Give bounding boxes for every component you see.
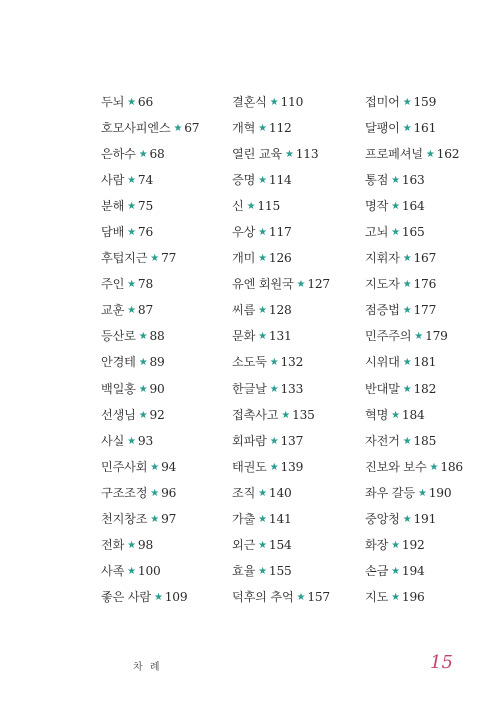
star-icon: ★ [138, 357, 148, 369]
toc-entry-page: 114 [268, 173, 292, 188]
toc-entry [232, 454, 330, 480]
toc-entry-page: 98 [137, 537, 154, 552]
toc-entry-page: 126 [268, 251, 292, 266]
toc-entry [101, 402, 199, 428]
toc-entry-page: 184 [401, 407, 425, 422]
star-icon: ★ [402, 279, 412, 291]
toc-entry [232, 167, 330, 193]
toc-entry-title: 고뇌 [365, 225, 389, 240]
toc-entry [365, 376, 463, 402]
toc-entry-page: 163 [401, 173, 425, 188]
star-icon: ★ [402, 123, 412, 135]
toc-entry-page: 74 [137, 173, 154, 188]
toc-entry-page: 181 [413, 355, 437, 370]
toc-entry-title: 개미 [232, 251, 256, 266]
star-icon: ★ [402, 97, 412, 108]
toc-entry-title: 두뇌 [101, 95, 125, 109]
toc-entry [232, 480, 330, 506]
toc-entry-title: 사족 [101, 563, 125, 578]
toc-entry-page: 75 [137, 199, 154, 214]
star-icon: ★ [138, 331, 148, 343]
toc-entry-title: 조직 [232, 485, 256, 500]
star-icon: ★ [150, 253, 160, 265]
toc-entry-page: 97 [161, 511, 177, 526]
toc-entry-title: 씨름 [232, 303, 256, 318]
toc-entry-page: 78 [137, 277, 154, 292]
toc-entry [365, 193, 463, 219]
star-icon: ★ [269, 357, 279, 369]
toc-entry-page: 185 [413, 433, 437, 448]
toc-entry [101, 323, 199, 349]
star-icon: ★ [258, 331, 267, 343]
toc-entry-title: 천지창조 [101, 511, 148, 526]
star-icon: ★ [402, 357, 412, 369]
toc-entry [365, 532, 463, 558]
toc-entry-page: 96 [161, 485, 177, 500]
star-icon: ★ [402, 305, 412, 317]
toc-entry [101, 219, 199, 245]
toc-entry [365, 558, 463, 584]
toc-entry [232, 297, 330, 323]
toc-entry [365, 480, 463, 506]
toc-entry-title: 태권도 [232, 459, 267, 474]
toc-entry [101, 428, 199, 454]
toc-entry-page: 100 [137, 563, 161, 578]
toc-entry-title: 명작 [365, 199, 389, 214]
star-icon: ★ [391, 175, 400, 187]
toc-entry [232, 193, 330, 219]
toc-entry [232, 89, 330, 115]
star-icon: ★ [127, 175, 136, 187]
toc-entry-title: 개혁 [232, 121, 256, 136]
toc-entry-page: 110 [280, 95, 304, 109]
star-icon: ★ [296, 591, 306, 603]
toc-entry [101, 349, 199, 375]
star-icon: ★ [258, 175, 267, 187]
toc-entry-title: 지휘자 [365, 251, 400, 266]
toc-entry [101, 532, 199, 558]
star-icon: ★ [258, 305, 267, 317]
toc-entry-page: 137 [280, 433, 304, 448]
toc-entry-title: 좋은 사람 [101, 589, 151, 604]
toc-entry [232, 115, 330, 141]
toc-entry [232, 584, 330, 610]
star-icon: ★ [402, 435, 412, 447]
star-icon: ★ [258, 487, 267, 499]
toc-entry [365, 89, 463, 115]
toc-entry-page: 88 [149, 329, 165, 344]
toc-entry [365, 506, 463, 532]
toc-entry [232, 219, 330, 245]
toc-entry-page: 179 [425, 329, 448, 344]
toc-entry-page: 90 [149, 381, 165, 396]
star-icon: ★ [127, 565, 136, 577]
star-icon: ★ [391, 591, 400, 603]
star-icon: ★ [281, 409, 291, 421]
toc-entry-title: 구조조정 [101, 485, 148, 500]
toc-entry-page: 113 [295, 147, 319, 162]
toc-entry-title: 신 [232, 199, 244, 214]
toc-entry-title: 안경테 [101, 355, 136, 370]
toc-entry [365, 271, 463, 297]
toc-entry-title: 덕후의 추억 [232, 589, 294, 604]
star-icon: ★ [258, 253, 267, 265]
toc-entry-title: 우상 [232, 225, 256, 240]
star-icon: ★ [258, 565, 267, 577]
star-icon: ★ [246, 201, 256, 213]
toc-entry-title: 진보와 보수 [365, 459, 427, 474]
toc-entry-title: 등산로 [101, 329, 136, 344]
toc-entry [232, 141, 330, 167]
toc-entry-page: 140 [268, 485, 292, 500]
toc-entry-page: 87 [137, 303, 154, 318]
star-icon: ★ [402, 513, 412, 525]
toc-column-1 [101, 89, 199, 610]
toc-entry-title: 한글날 [232, 381, 267, 396]
toc-entry [232, 428, 330, 454]
toc-entry [232, 558, 330, 584]
toc-entry [365, 349, 463, 375]
toc-entry-page: 157 [307, 589, 330, 604]
toc-entry [101, 115, 199, 141]
star-icon: ★ [138, 149, 148, 161]
star-icon: ★ [127, 539, 136, 551]
star-icon: ★ [127, 435, 136, 447]
toc-entry-title: 효율 [232, 563, 256, 578]
star-icon: ★ [153, 591, 163, 603]
toc-entry [365, 297, 463, 323]
toc-entry [232, 506, 330, 532]
star-icon: ★ [150, 487, 160, 499]
toc-entry-title: 호모사피엔스 [101, 121, 171, 136]
star-icon: ★ [127, 305, 136, 317]
toc-entry [101, 141, 199, 167]
toc-column-2 [232, 89, 330, 610]
toc-entry-title: 손금 [365, 563, 389, 578]
toc-entry-title: 접미어 [365, 95, 400, 109]
toc-entry [232, 376, 330, 402]
footer-section-label: 차 례 [133, 662, 162, 673]
star-icon: ★ [138, 409, 148, 421]
toc-entry-title: 민주사회 [101, 459, 148, 474]
star-icon: ★ [127, 279, 136, 291]
page-number: 15 [430, 652, 453, 673]
toc-entry-page: 77 [161, 251, 177, 266]
toc-entry-page: 89 [149, 355, 165, 370]
toc-entry [101, 245, 199, 271]
toc-entry [232, 349, 330, 375]
toc-entry-title: 문화 [232, 329, 256, 344]
toc-entry-page: 177 [413, 303, 437, 318]
toc-entry [101, 271, 199, 297]
toc-entry-page: 159 [413, 95, 437, 109]
toc-entry-page: 132 [280, 355, 304, 370]
toc-entry [232, 402, 330, 428]
toc-entry [101, 584, 199, 610]
toc-entry [232, 271, 330, 297]
toc-entry-page: 112 [268, 121, 292, 136]
toc-entry [101, 89, 199, 115]
toc-entry [365, 428, 463, 454]
toc-entry-title: 사실 [101, 433, 125, 448]
star-icon: ★ [127, 227, 136, 239]
toc-entry [101, 167, 199, 193]
toc-entry-title: 통점 [365, 173, 389, 188]
star-icon: ★ [258, 227, 267, 239]
toc-entry-page: 117 [268, 225, 292, 240]
toc-entry [365, 584, 463, 610]
toc-entry-page: 155 [268, 563, 292, 578]
star-icon: ★ [269, 435, 279, 447]
toc-entry-page: 182 [413, 381, 437, 396]
toc-entry-title: 후텁지근 [101, 251, 148, 266]
toc-entry [101, 297, 199, 323]
toc-entry-page: 164 [401, 199, 425, 214]
star-icon: ★ [425, 149, 435, 161]
toc-entry-title: 지도 [365, 589, 389, 604]
toc-entry-title: 백일홍 [101, 381, 136, 396]
toc-entry-title: 점증법 [365, 303, 400, 318]
toc-entry-title: 반대말 [365, 381, 400, 396]
toc-entry-page: 66 [137, 95, 154, 109]
toc-column-3 [365, 89, 463, 610]
toc-entry-page: 93 [137, 433, 154, 448]
toc-entry [232, 245, 330, 271]
star-icon: ★ [258, 123, 267, 135]
toc-entry-title: 결혼식 [232, 95, 267, 109]
toc-entry-title: 주인 [101, 277, 125, 292]
toc-entry-title: 중앙청 [365, 511, 400, 526]
toc-entry-title: 선생님 [101, 407, 136, 422]
toc-entry-title: 달팽이 [365, 121, 400, 136]
toc-entry-title: 프로페셔널 [365, 147, 423, 162]
toc-entry [232, 532, 330, 558]
toc-entry [365, 219, 463, 245]
toc-entry-page: 115 [257, 199, 281, 214]
toc-entry-title: 열린 교육 [232, 147, 282, 162]
toc-entry [101, 376, 199, 402]
star-icon: ★ [269, 383, 279, 395]
star-icon: ★ [127, 97, 136, 108]
toc-entry [365, 167, 463, 193]
star-icon: ★ [138, 383, 148, 395]
toc-entry-page: 94 [161, 459, 177, 474]
star-icon: ★ [284, 149, 294, 161]
toc-entry-title: 가출 [232, 511, 256, 526]
star-icon: ★ [269, 97, 279, 108]
toc-entry-title: 민주주의 [365, 329, 412, 344]
toc-entry [365, 245, 463, 271]
toc-entry-title: 시위대 [365, 355, 400, 370]
toc-entry-page: 131 [268, 329, 292, 344]
toc-entry [365, 402, 463, 428]
toc-entry [101, 454, 199, 480]
toc-entry-page: 162 [436, 147, 460, 162]
star-icon: ★ [150, 461, 160, 473]
toc-entry-title: 자전거 [365, 433, 400, 448]
toc-entry-page: 109 [164, 589, 188, 604]
toc-entry-page: 194 [401, 563, 425, 578]
toc-entry-title: 화장 [365, 537, 389, 552]
toc-entry-page: 186 [440, 459, 463, 474]
star-icon: ★ [269, 461, 279, 473]
toc-entry-page: 139 [280, 459, 304, 474]
star-icon: ★ [402, 383, 412, 395]
toc-entry-page: 128 [268, 303, 292, 318]
toc-entry [101, 193, 199, 219]
toc-entry-title: 증명 [232, 173, 256, 188]
toc-entry-title: 소도둑 [232, 355, 267, 370]
toc-entry-page: 141 [268, 511, 292, 526]
toc-entry-page: 196 [401, 589, 425, 604]
star-icon: ★ [391, 565, 400, 577]
star-icon: ★ [127, 201, 136, 213]
toc-entry-page: 191 [413, 511, 437, 526]
toc-entry [232, 323, 330, 349]
toc-entry-title: 은하수 [101, 147, 136, 162]
star-icon: ★ [258, 539, 267, 551]
toc-entry-page: 67 [184, 121, 200, 136]
star-icon: ★ [391, 409, 400, 421]
toc-entry-page: 92 [149, 407, 165, 422]
toc-entry-page: 154 [268, 537, 292, 552]
toc-entry-page: 161 [413, 121, 437, 136]
toc-entry-page: 167 [413, 251, 437, 266]
toc-entry-page: 190 [428, 485, 452, 500]
toc-entry-page: 127 [307, 277, 330, 292]
toc-entry [101, 480, 199, 506]
star-icon: ★ [150, 513, 160, 525]
toc-entry [365, 323, 463, 349]
star-icon: ★ [417, 487, 427, 499]
toc-entry-page: 135 [292, 407, 315, 422]
toc-entry-title: 회파람 [232, 433, 267, 448]
star-icon: ★ [402, 253, 412, 265]
toc-entry-title: 유엔 회원국 [232, 277, 294, 292]
toc-entry-page: 165 [401, 225, 425, 240]
toc-entry-page: 133 [280, 381, 304, 396]
toc-entry-title: 외근 [232, 537, 256, 552]
toc-entry-page: 68 [149, 147, 165, 162]
toc-entry-page: 76 [137, 225, 154, 240]
toc-entry [365, 141, 463, 167]
toc-entry-page: 192 [401, 537, 425, 552]
toc-entry-title: 좌우 갈등 [365, 485, 415, 500]
toc-entry [101, 558, 199, 584]
toc-entry [365, 115, 463, 141]
toc-entry-title: 지도자 [365, 277, 400, 292]
toc-entry-title: 접촉사고 [232, 407, 279, 422]
star-icon: ★ [173, 123, 183, 135]
toc-entry-title: 교훈 [101, 303, 125, 318]
star-icon: ★ [391, 227, 400, 239]
star-icon: ★ [414, 331, 424, 343]
toc-entry-title: 분해 [101, 199, 125, 214]
toc-entry-title: 전화 [101, 537, 125, 552]
toc-entry [365, 454, 463, 480]
toc-entry-title: 사람 [101, 173, 125, 188]
toc-entry-title: 혁명 [365, 407, 389, 422]
toc-entry [101, 506, 199, 532]
star-icon: ★ [258, 513, 267, 525]
toc-entry-title: 담배 [101, 225, 125, 240]
star-icon: ★ [391, 201, 400, 213]
star-icon: ★ [391, 539, 400, 551]
star-icon: ★ [296, 279, 306, 291]
toc-entry-page: 176 [413, 277, 437, 292]
star-icon: ★ [429, 461, 439, 473]
